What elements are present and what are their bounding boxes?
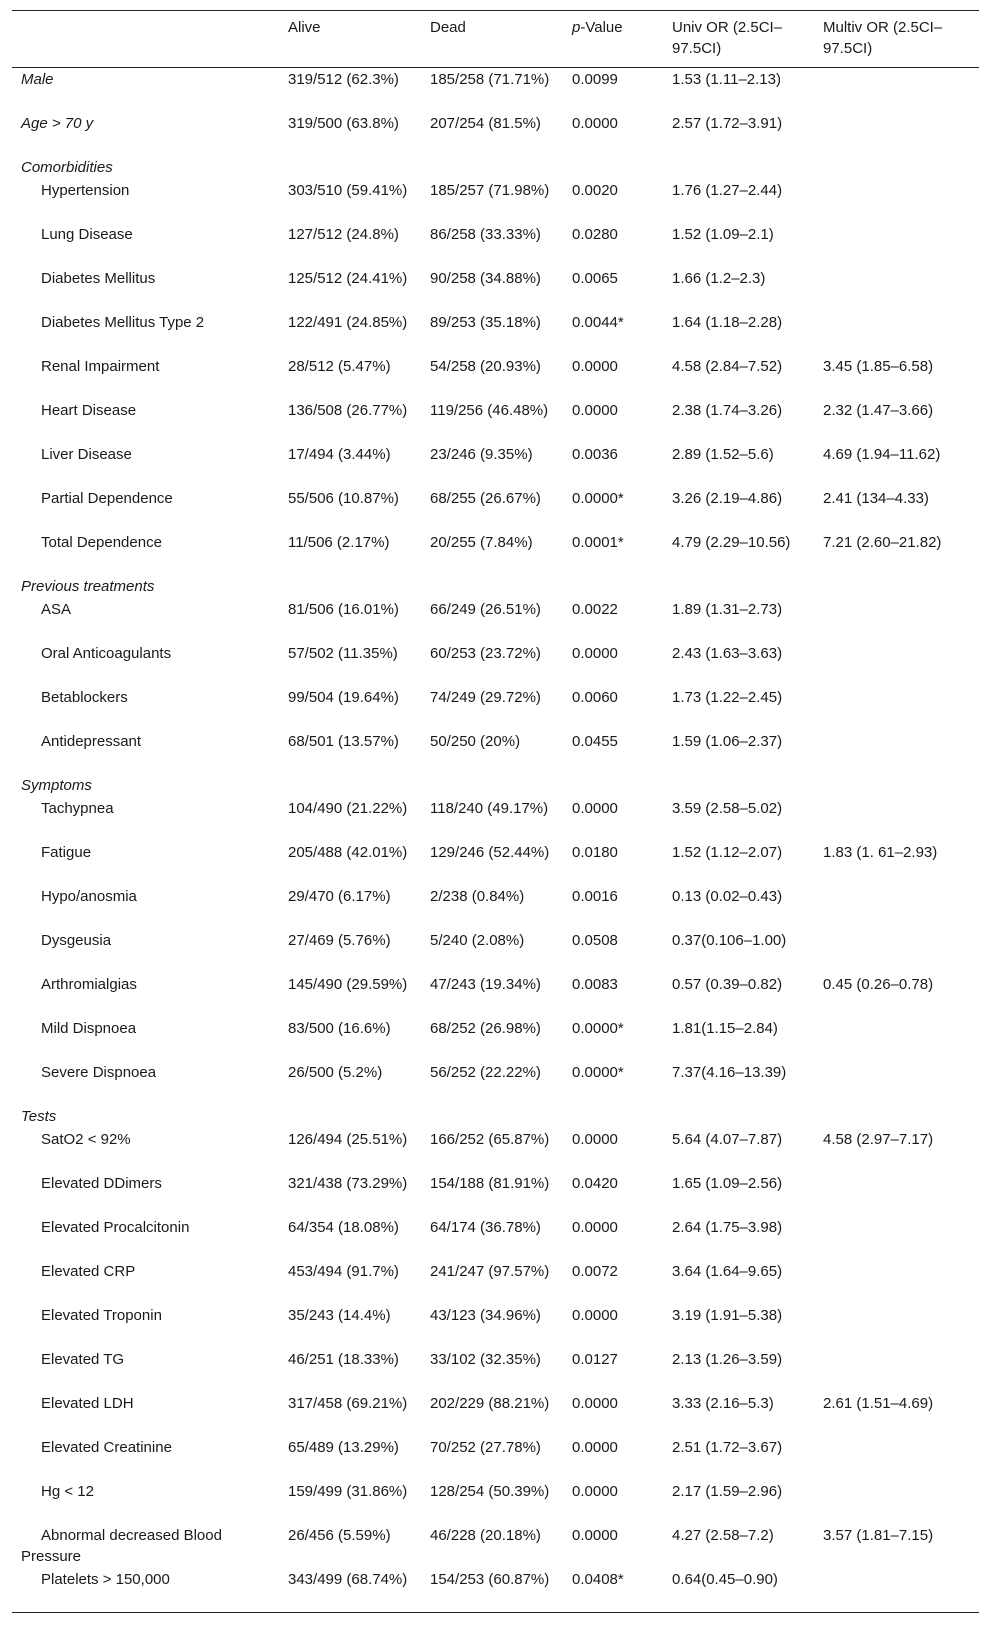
table-row bbox=[12, 1260, 979, 1304]
table-row bbox=[12, 1304, 979, 1348]
table-row bbox=[12, 355, 979, 399]
multiv-or-cell: 4.69 (1.94–11.62) bbox=[823, 446, 941, 463]
dead-cell: 33/102 (32.35%) bbox=[430, 1351, 541, 1368]
alive-cell: 125/512 (24.41%) bbox=[288, 270, 408, 287]
alive-cell: 57/502 (11.35%) bbox=[288, 645, 398, 662]
dead-cell: 23/246 (9.35%) bbox=[430, 446, 533, 463]
table-row bbox=[12, 1436, 979, 1480]
univ-or-cell: 2.51 (1.72–3.67) bbox=[672, 1439, 783, 1456]
section-row bbox=[12, 156, 979, 179]
dead-cell: 68/252 (26.98%) bbox=[430, 1020, 541, 1037]
dead-cell: 5/240 (2.08%) bbox=[430, 932, 525, 949]
multiv-or-cell bbox=[823, 1305, 979, 1347]
table-row bbox=[12, 443, 979, 487]
pvalue-cell: 0.0000 bbox=[572, 115, 618, 132]
pvalue-cell: 0.0000 bbox=[572, 1307, 618, 1324]
row-label: Age > 70 y bbox=[21, 115, 94, 132]
dead-cell: 56/252 (22.22%) bbox=[430, 1064, 541, 1081]
multiv-or-cell bbox=[823, 268, 979, 310]
dead-cell: 207/254 (81.5%) bbox=[430, 115, 541, 132]
dead-cell: 202/229 (88.21%) bbox=[430, 1395, 550, 1412]
multiv-or-cell bbox=[823, 224, 979, 266]
pvalue-cell: 0.0072 bbox=[572, 1263, 618, 1280]
header-label bbox=[12, 17, 288, 59]
section-label: Symptoms bbox=[21, 777, 92, 794]
alive-cell: 99/504 (19.64%) bbox=[288, 689, 399, 706]
row-label: Diabetes Mellitus Type 2 bbox=[41, 314, 205, 331]
table-row bbox=[12, 112, 979, 156]
alive-cell: 27/469 (5.76%) bbox=[288, 932, 391, 949]
dead-cell: 20/255 (7.84%) bbox=[430, 534, 533, 551]
alive-cell: 64/354 (18.08%) bbox=[288, 1219, 399, 1236]
row-label: Arthromialgias bbox=[41, 976, 137, 993]
pvalue-cell: 0.0000 bbox=[572, 358, 618, 375]
univ-or-cell: 1.52 (1.12–2.07) bbox=[672, 844, 783, 861]
univ-or-cell: 0.57 (0.39–0.82) bbox=[672, 976, 783, 993]
alive-cell: 159/499 (31.86%) bbox=[288, 1483, 408, 1500]
multiv-or-cell bbox=[823, 1481, 979, 1523]
row-label: Lung Disease bbox=[41, 226, 133, 243]
multiv-or-cell bbox=[823, 798, 979, 840]
header-pvalue-rest: -Value bbox=[580, 19, 623, 36]
multiv-or-cell bbox=[823, 687, 979, 729]
table-header bbox=[12, 11, 979, 68]
dead-cell: 118/240 (49.17%) bbox=[430, 800, 549, 817]
pvalue-cell: 0.0408* bbox=[572, 1571, 624, 1588]
pvalue-cell: 0.0127 bbox=[572, 1351, 618, 1368]
alive-cell: 46/251 (18.33%) bbox=[288, 1351, 399, 1368]
row-label: Fatigue bbox=[41, 844, 92, 861]
univ-or-cell: 1.53 (1.11–2.13) bbox=[672, 71, 781, 88]
pvalue-cell: 0.0000 bbox=[572, 1483, 618, 1500]
table-row bbox=[12, 68, 979, 112]
row-label: Elevated DDimers bbox=[41, 1175, 162, 1192]
dead-cell: 47/243 (19.34%) bbox=[430, 976, 541, 993]
univ-or-cell: 1.65 (1.09–2.56) bbox=[672, 1175, 783, 1192]
multiv-or-cell bbox=[823, 1569, 979, 1611]
row-label: Platelets > 150,000 bbox=[41, 1571, 170, 1588]
pvalue-cell: 0.0036 bbox=[572, 446, 618, 463]
row-label: Heart Disease bbox=[41, 402, 137, 419]
table-row bbox=[12, 311, 979, 355]
pvalue-cell: 0.0099 bbox=[572, 71, 618, 88]
alive-cell: 122/491 (24.85%) bbox=[288, 314, 408, 331]
row-label: Hypertension bbox=[41, 182, 130, 199]
pvalue-cell: 0.0420 bbox=[572, 1175, 618, 1192]
univ-or-cell: 3.33 (2.16–5.3) bbox=[672, 1395, 774, 1412]
pvalue-cell: 0.0016 bbox=[572, 888, 618, 905]
header-alive: Alive bbox=[288, 19, 321, 36]
alive-cell: 65/489 (13.29%) bbox=[288, 1439, 399, 1456]
univ-or-cell: 2.13 (1.26–3.59) bbox=[672, 1351, 783, 1368]
univ-or-cell: 1.52 (1.09–2.1) bbox=[672, 226, 774, 243]
dead-cell: 86/258 (33.33%) bbox=[430, 226, 541, 243]
header-pvalue bbox=[572, 17, 672, 59]
dead-cell: 66/249 (26.51%) bbox=[430, 601, 541, 618]
alive-cell: 319/500 (63.8%) bbox=[288, 115, 399, 132]
univ-or-cell: 0.13 (0.02–0.43) bbox=[672, 888, 783, 905]
multiv-or-cell bbox=[823, 1062, 979, 1104]
univ-or-cell: 1.66 (1.2–2.3) bbox=[672, 270, 766, 287]
alive-cell: 205/488 (42.01%) bbox=[288, 844, 408, 861]
pvalue-cell: 0.0022 bbox=[572, 601, 618, 618]
pvalue-cell: 0.0065 bbox=[572, 270, 618, 287]
table-body bbox=[12, 68, 979, 1612]
table-row bbox=[12, 1128, 979, 1172]
univ-or-cell: 0.64(0.45–0.90) bbox=[672, 1571, 778, 1588]
row-label: Elevated CRP bbox=[41, 1263, 136, 1280]
row-label: Hg < 12 bbox=[41, 1483, 94, 1500]
pvalue-cell: 0.0060 bbox=[572, 689, 618, 706]
section-row bbox=[12, 1105, 979, 1128]
table-row bbox=[12, 487, 979, 531]
pvalue-cell: 0.0001* bbox=[572, 534, 624, 551]
univ-or-cell: 3.26 (2.19–4.86) bbox=[672, 490, 783, 507]
row-label: Hypo/anosmia bbox=[41, 888, 137, 905]
table-row bbox=[12, 531, 979, 575]
alive-cell: 303/510 (59.41%) bbox=[288, 182, 408, 199]
alive-cell: 29/470 (6.17%) bbox=[288, 888, 391, 905]
alive-cell: 321/438 (73.29%) bbox=[288, 1175, 408, 1192]
pvalue-cell: 0.0000 bbox=[572, 1395, 618, 1412]
univ-or-cell: 3.19 (1.91–5.38) bbox=[672, 1307, 783, 1324]
alive-cell: 317/458 (69.21%) bbox=[288, 1395, 408, 1412]
univ-or-cell: 7.37(4.16–13.39) bbox=[672, 1064, 787, 1081]
pvalue-cell: 0.0000 bbox=[572, 1439, 618, 1456]
row-label: Male bbox=[21, 71, 54, 88]
univ-or-cell: 2.38 (1.74–3.26) bbox=[672, 402, 783, 419]
univ-or-cell: 1.81(1.15–2.84) bbox=[672, 1020, 778, 1037]
alive-cell: 26/500 (5.2%) bbox=[288, 1064, 383, 1081]
multiv-or-cell bbox=[823, 643, 979, 685]
multiv-or-cell: 3.57 (1.81–7.15) bbox=[823, 1527, 934, 1544]
dead-cell: 119/256 (46.48%) bbox=[430, 402, 549, 419]
row-label: Antidepressant bbox=[41, 733, 142, 750]
pvalue-cell: 0.0000 bbox=[572, 1219, 618, 1236]
multiv-or-cell bbox=[823, 1349, 979, 1391]
table-row bbox=[12, 973, 979, 1017]
table-row bbox=[12, 642, 979, 686]
multiv-or-cell bbox=[823, 1437, 979, 1479]
dead-cell: 241/247 (97.57%) bbox=[430, 1263, 550, 1280]
multiv-or-cell bbox=[823, 1018, 979, 1060]
table-row bbox=[12, 1568, 979, 1612]
pvalue-cell: 0.0000* bbox=[572, 1064, 624, 1081]
univ-or-cell: 5.64 (4.07–7.87) bbox=[672, 1131, 783, 1148]
univ-or-cell: 4.79 (2.29–10.56) bbox=[672, 534, 791, 551]
alive-cell: 68/501 (13.57%) bbox=[288, 733, 399, 750]
row-label: Severe Dispnoea bbox=[41, 1064, 157, 1081]
pvalue-cell: 0.0000* bbox=[572, 490, 624, 507]
alive-cell: 55/506 (10.87%) bbox=[288, 490, 399, 507]
dead-cell: 185/257 (71.98%) bbox=[430, 182, 550, 199]
section-label: Previous treatments bbox=[21, 578, 155, 595]
row-label: Liver Disease bbox=[41, 446, 132, 463]
univ-or-cell: 0.37(0.106–1.00) bbox=[672, 932, 787, 949]
univ-or-cell: 1.73 (1.22–2.45) bbox=[672, 689, 783, 706]
row-label: Elevated LDH bbox=[41, 1395, 134, 1412]
multiv-or-cell bbox=[823, 1261, 979, 1303]
pvalue-cell: 0.0000* bbox=[572, 1020, 624, 1037]
univ-or-cell: 2.89 (1.52–5.6) bbox=[672, 446, 774, 463]
alive-cell: 28/512 (5.47%) bbox=[288, 358, 391, 375]
univ-or-cell: 2.64 (1.75–3.98) bbox=[672, 1219, 783, 1236]
multiv-or-cell bbox=[823, 180, 979, 222]
multiv-or-cell: 2.32 (1.47–3.66) bbox=[823, 402, 934, 419]
row-label: Betablockers bbox=[41, 689, 128, 706]
univ-or-cell: 4.58 (2.84–7.52) bbox=[672, 358, 783, 375]
alive-cell: 81/506 (16.01%) bbox=[288, 601, 399, 618]
dead-cell: 185/258 (71.71%) bbox=[430, 71, 550, 88]
dead-cell: 46/228 (20.18%) bbox=[430, 1527, 541, 1544]
table-row bbox=[12, 1216, 979, 1260]
univ-or-cell: 1.64 (1.18–2.28) bbox=[672, 314, 783, 331]
dead-cell: 128/254 (50.39%) bbox=[430, 1483, 550, 1500]
table-row bbox=[12, 399, 979, 443]
alive-cell: 319/512 (62.3%) bbox=[288, 71, 399, 88]
row-label: Elevated Creatinine bbox=[41, 1439, 172, 1456]
dead-cell: 60/253 (23.72%) bbox=[430, 645, 541, 662]
alive-cell: 11/506 (2.17%) bbox=[288, 534, 390, 551]
univ-or-cell: 2.43 (1.63–3.63) bbox=[672, 645, 783, 662]
table-row bbox=[12, 730, 979, 774]
multiv-or-cell bbox=[823, 731, 979, 773]
table-row bbox=[12, 1392, 979, 1436]
row-label: Elevated TG bbox=[41, 1351, 125, 1368]
univ-or-cell: 1.59 (1.06–2.37) bbox=[672, 733, 783, 750]
dead-cell: 74/249 (29.72%) bbox=[430, 689, 541, 706]
multiv-or-cell bbox=[823, 1217, 979, 1259]
table-row bbox=[12, 797, 979, 841]
pvalue-cell: 0.0044* bbox=[572, 314, 624, 331]
dead-cell: 129/246 (52.44%) bbox=[430, 844, 550, 861]
section-label: Comorbidities bbox=[21, 159, 113, 176]
pvalue-cell: 0.0455 bbox=[572, 733, 618, 750]
pvalue-cell: 0.0508 bbox=[572, 932, 618, 949]
header-dead: Dead bbox=[430, 19, 466, 36]
univ-or-cell: 1.89 (1.31–2.73) bbox=[672, 601, 783, 618]
row-label: Elevated Troponin bbox=[41, 1307, 162, 1324]
alive-cell: 343/499 (68.74%) bbox=[288, 1571, 408, 1588]
table-row bbox=[12, 686, 979, 730]
table-row bbox=[12, 1061, 979, 1105]
table-row bbox=[12, 1348, 979, 1392]
dead-cell: 2/238 (0.84%) bbox=[430, 888, 525, 905]
row-label: Total Dependence bbox=[41, 534, 162, 551]
alive-cell: 453/494 (91.7%) bbox=[288, 1263, 399, 1280]
table-row bbox=[12, 841, 979, 885]
row-label: Dysgeusia bbox=[41, 932, 112, 949]
section-label: Tests bbox=[21, 1108, 57, 1125]
row-label: Partial Dependence bbox=[41, 490, 173, 507]
alive-cell: 35/243 (14.4%) bbox=[288, 1307, 391, 1324]
univ-or-cell: 2.57 (1.72–3.91) bbox=[672, 115, 783, 132]
multiv-or-cell bbox=[823, 1173, 979, 1215]
multiv-or-cell: 0.45 (0.26–0.78) bbox=[823, 976, 934, 993]
dead-cell: 154/188 (81.91%) bbox=[430, 1175, 550, 1192]
table-row bbox=[12, 223, 979, 267]
pvalue-cell: 0.0000 bbox=[572, 402, 618, 419]
dead-cell: 89/253 (35.18%) bbox=[430, 314, 541, 331]
pvalue-cell: 0.0000 bbox=[572, 645, 618, 662]
multiv-or-cell: 2.61 (1.51–4.69) bbox=[823, 1395, 934, 1412]
table-row bbox=[12, 179, 979, 223]
table-row bbox=[12, 1017, 979, 1061]
pvalue-cell: 0.0000 bbox=[572, 1131, 618, 1148]
multiv-or-cell: 3.45 (1.85–6.58) bbox=[823, 358, 934, 375]
results-table bbox=[12, 10, 979, 1613]
alive-cell: 126/494 (25.51%) bbox=[288, 1131, 408, 1148]
univ-or-cell: 3.59 (2.58–5.02) bbox=[672, 800, 783, 817]
row-label: Renal Impairment bbox=[41, 358, 160, 375]
dead-cell: 154/253 (60.87%) bbox=[430, 1571, 550, 1588]
header-multiv-or: Multiv OR (2.5CI–97.5CI) bbox=[823, 19, 943, 57]
table-row bbox=[12, 1480, 979, 1524]
row-label: Abnormal decreased Blood Pressure bbox=[21, 1527, 222, 1565]
dead-cell: 64/174 (36.78%) bbox=[430, 1219, 541, 1236]
alive-cell: 26/456 (5.59%) bbox=[288, 1527, 391, 1544]
row-label: Mild Dispnoea bbox=[41, 1020, 137, 1037]
univ-or-cell: 4.27 (2.58–7.2) bbox=[672, 1527, 774, 1544]
header-univ-or: Univ OR (2.5CI–97.5CI) bbox=[672, 19, 783, 57]
alive-cell: 136/508 (26.77%) bbox=[288, 402, 408, 419]
table-row bbox=[12, 267, 979, 311]
multiv-or-cell bbox=[823, 599, 979, 641]
univ-or-cell: 1.76 (1.27–2.44) bbox=[672, 182, 783, 199]
row-label: Elevated Procalcitonin bbox=[41, 1219, 190, 1236]
pvalue-cell: 0.0020 bbox=[572, 182, 618, 199]
row-label: SatO2 < 92% bbox=[41, 1131, 131, 1148]
alive-cell: 145/490 (29.59%) bbox=[288, 976, 408, 993]
row-label: Oral Anticoagulants bbox=[41, 645, 172, 662]
pvalue-cell: 0.0000 bbox=[572, 800, 618, 817]
dead-cell: 50/250 (20%) bbox=[430, 733, 521, 750]
row-label: ASA bbox=[41, 601, 72, 618]
dead-cell: 70/252 (27.78%) bbox=[430, 1439, 541, 1456]
row-label: Diabetes Mellitus bbox=[41, 270, 156, 287]
alive-cell: 17/494 (3.44%) bbox=[288, 446, 391, 463]
dead-cell: 68/255 (26.67%) bbox=[430, 490, 541, 507]
pvalue-cell: 0.0180 bbox=[572, 844, 618, 861]
table-row bbox=[12, 885, 979, 929]
header-pvalue-italic: p bbox=[572, 19, 581, 36]
table-row bbox=[12, 1524, 979, 1568]
alive-cell: 104/490 (21.22%) bbox=[288, 800, 408, 817]
multiv-or-cell bbox=[823, 69, 979, 111]
univ-or-cell: 3.64 (1.64–9.65) bbox=[672, 1263, 783, 1280]
dead-cell: 54/258 (20.93%) bbox=[430, 358, 541, 375]
multiv-or-cell: 7.21 (2.60–21.82) bbox=[823, 534, 942, 551]
multiv-or-cell bbox=[823, 886, 979, 928]
table-row bbox=[12, 1172, 979, 1216]
dead-cell: 90/258 (34.88%) bbox=[430, 270, 541, 287]
dead-cell: 43/123 (34.96%) bbox=[430, 1307, 541, 1324]
alive-cell: 127/512 (24.8%) bbox=[288, 226, 399, 243]
pvalue-cell: 0.0000 bbox=[572, 1527, 618, 1544]
pvalue-cell: 0.0083 bbox=[572, 976, 618, 993]
multiv-or-cell: 1.83 (1. 61–2.93) bbox=[823, 844, 938, 861]
multiv-or-cell: 4.58 (2.97–7.17) bbox=[823, 1131, 934, 1148]
multiv-or-cell: 2.41 (134–4.33) bbox=[823, 490, 929, 507]
alive-cell: 83/500 (16.6%) bbox=[288, 1020, 391, 1037]
section-row bbox=[12, 774, 979, 797]
multiv-or-cell bbox=[823, 930, 979, 972]
table-row bbox=[12, 929, 979, 973]
row-label: Tachypnea bbox=[41, 800, 114, 817]
univ-or-cell: 2.17 (1.59–2.96) bbox=[672, 1483, 783, 1500]
section-row bbox=[12, 575, 979, 598]
table-row bbox=[12, 598, 979, 642]
multiv-or-cell bbox=[823, 312, 979, 354]
dead-cell: 166/252 (65.87%) bbox=[430, 1131, 550, 1148]
multiv-or-cell bbox=[823, 113, 979, 155]
pvalue-cell: 0.0280 bbox=[572, 226, 618, 243]
